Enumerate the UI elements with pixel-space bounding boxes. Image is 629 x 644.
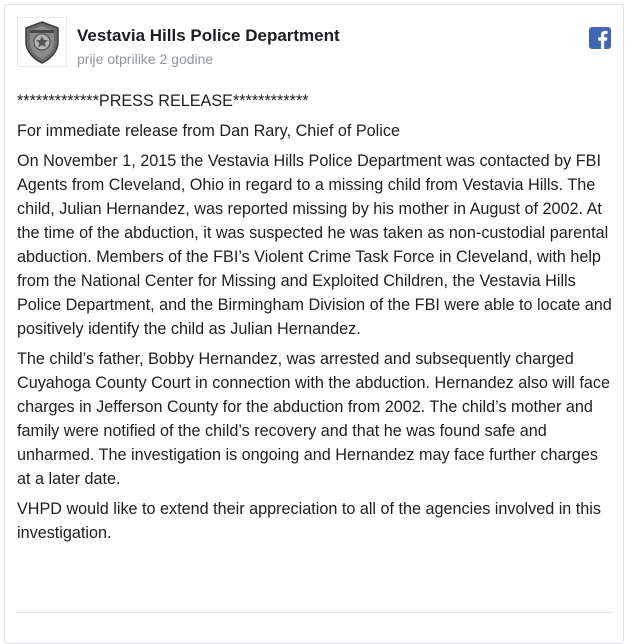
post-timestamp[interactable]: prije otprilike 2 godine xyxy=(77,51,214,67)
page-name[interactable]: Vestavia Hills Police Department xyxy=(77,26,340,45)
page-avatar[interactable] xyxy=(17,17,67,67)
post-paragraph: VHPD would like to extend their appreciation to all of the agencies involved in this investigation. xyxy=(17,500,601,542)
post-header xyxy=(17,17,613,77)
post-body xyxy=(17,89,613,551)
facebook-icon[interactable] xyxy=(589,27,611,49)
release-source-line: For immediate release from Dan Rary, Chief of Police xyxy=(17,122,400,140)
post-card xyxy=(4,4,624,644)
police-badge-icon xyxy=(18,18,66,66)
post-paragraph: The child’s father, Bobby Hernandez, was arrested and subsequently charged Cuyahoga County Court in connection with the abduction. Hernandez also will face charges in Jefferson County for the abduction from 2002. The child’s mother and family were notified of the child’s recovery and that he was found safe and unharmed. The investigation is ongoing and Hernandez may face further charges at a later date. xyxy=(17,350,610,488)
post-footer-divider xyxy=(17,612,613,613)
post-paragraph: On November 1, 2015 the Vestavia Hills Police Department was contacted by FBI Agents from Cleveland, Ohio in regard to a missing child from Vestavia Hills. The child, Julian Hernandez, was reported missing by his mother in August of 2002. At the time of the abduction, it was suspected he was taken as non-custodial parental abduction. Members of the FBI’s Violent Crime Task Force in Cleveland, with help from the National Center for Missing and Exploited Children, the Vestavia Hills Police Department, and the Birmingham Division of the FBI were able to locate and positively identify the child as Julian Hernandez. xyxy=(17,152,612,338)
press-release-heading: *************PRESS RELEASE************ xyxy=(17,92,309,110)
